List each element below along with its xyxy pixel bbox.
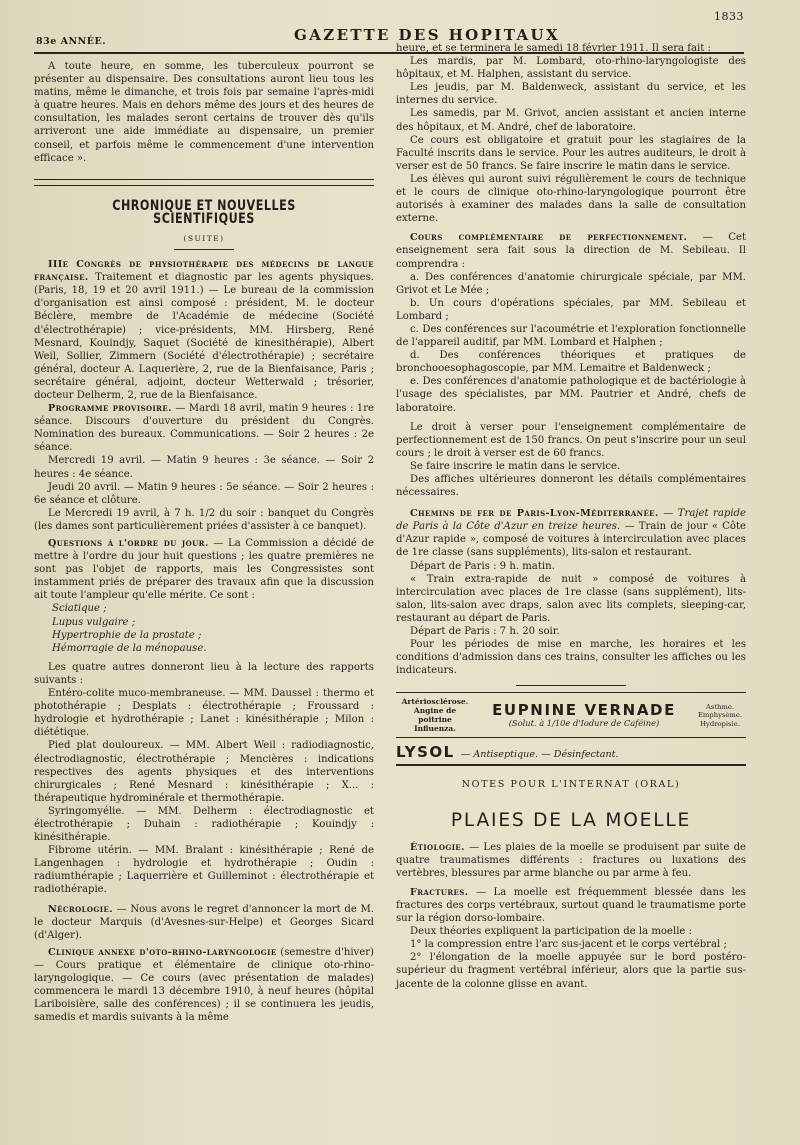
train-nuit-paragraph: « Train extra-rapide de nuit » composé de voitures à intercirculation avec places de 1re classe (sans supplément), lits-salon, lits-salon avec draps, salon avec lits complets, sleeping-car, restaurant au départ de Paris. [396,573,746,624]
questions-paragraph [34,537,374,602]
eupnine-advertisement [396,692,746,738]
chemins-text: — Train de jour « Côte d'Azur rapide », composé de voitures à intercirculation avec places de 1re classe (sans suppléments), lits-salon et restaurant. [396,521,747,559]
etiologie-paragraph [396,841,746,880]
chemins-heading: Chemins de fer de Paris-Lyon-Méditerranée. [410,508,659,520]
question-item: Lupus vulgaire ; [52,616,136,628]
chronique-title: CHRONIQUE ET NOUVELLES SCIENTIFIQUES [112,197,296,227]
congres-heading: IIIe Congrès de physiothérapie des médecins de langue française. [34,259,374,284]
cours-item-d: d. Des conférences théoriques et pratiques de bronchooesophagoscopie, par MM. Lemaitre et Baldenweck ; [396,350,746,375]
depart-nuit: Départ de Paris : 7 h. 20 soir. [410,626,560,638]
theorie-compression: 1° la compression entre l'arc sus-jacent et le corps vertébral ; [410,939,727,951]
fractures-text: — La moelle est fréquemment blessée dans les fractures des corps vertébraux, surtout quand le traumatisme porte sur la région dorso-lombaire. [396,886,746,925]
questions-text: — La Commission a décidé de mettre à l'ordre du jour huit questions ; les quatre premières ne sont pas l'objet de rapports, mais les Congressistes sont instamment priés de préparer des travaux afin que la discussion ait toute l'ampleur qu'elle mérite. Ce sont : [34,538,374,602]
necrologie-paragraph [34,903,374,942]
cours-item-b: b. Un cours d'opérations spéciales, par MM. Sebileau et Lombard ; [396,297,746,322]
page-number: 1833 [714,10,744,23]
clinique-heading: Clinique annexe d'oto-rhino-laryngologie [48,946,277,958]
jeudi-paragraph: Jeudi 20 avril. — Matin 9 heures : 5e séance. — Soir 2 heures : 6e séance et clôture. [34,481,374,506]
eleves-paragraph: Les élèves qui auront suivi régulièrement le cours de technique et le cours de clinique oto-rhino-laryngologique pourront être autorisés à examiner des malades dans la salle de consultation externe. [396,173,746,225]
cours-item-a: a. Des conférences d'anatomie chirurgicale spéciale, par MM. Grivot et Le Mée ; [396,271,746,296]
journal-title: GAZETTE DES HOPITAUX [294,26,561,44]
question-item: Hypertrophie de la prostate ; [52,629,202,641]
lysol-tagline: — Antiseptique. — Désinfectant. [460,749,619,761]
etiologie-heading: Étiologie. [410,841,465,853]
clinique-text: (semestre d'hiver) — Cours pratique et élémentaire de clinique oto-rhino-laryngologique. — Ce cours (avec présentation de malades) commencera le mardi 13 décembre 1910, à neuf heures (hôpital Lariboisière, salle des conférences) ; il se continuera les jeudis, samedis et mardis suivants à la même [34,946,374,1024]
question-item: Sciatique ; [52,603,107,615]
rapport-fibrome: Fibrome utérin. — MM. Bralant : kinésithérapie ; René de Langenhagen : hydrologie et hydrothérapie ; Oudin : radiumthérapie ; Laquerrière et Guilleminot : électrothérapie et radiothérapie. [34,845,374,896]
ad-indication: Influenza. [414,724,456,734]
programme-heading: Programme provisoire. [48,403,172,415]
necrologie-text: — Nous avons le regret d'annoncer la mort de M. le docteur Marquis (d'Avesnes-sur-Helpe) et Georges Sicard (d'Alger). [34,903,374,941]
etiologie-text: — Les plaies de la moelle se produisent par suite de quatre traumatismes différents : fractures ou luxations des vertèbres, blessures par arme blanche ou par arme à feu. [396,841,747,879]
question-item: Hémorragie de la ménopause. [52,642,207,654]
rapport-entero-colite: Entéro-colite muco-membraneuse. — MM. Daussel : thermo et photothérapie ; Desplats : électrothérapie ; Froussard : hydrologie et hydrothérapie ; Lanet : kinésithérapie ; Milon : diététique. [34,688,374,739]
fractures-heading: Fractures. [410,886,469,898]
ad-indication: Angine de poitrine [413,706,457,725]
jeudis-paragraph: Les jeudis, par M. Baldenweck, assistant du service, et les internes du service. [396,82,746,107]
ad-indication: Asthme. [705,702,735,711]
affiches-paragraph: Des affiches ultérieures donneront les détails complémentaires nécessaires. [396,474,746,499]
article-title: PLAIES DE LA MOELLE [450,809,692,831]
ad-indications-right [694,703,746,728]
rapport-syringomyelie: Syringomyélie. — MM. Delherm : électrodiagnostic et électrothérapie ; Duhain : radiothérapie ; Kouindjy : kinésithérapie. [34,805,374,844]
ad-indication: Emphysème. [697,711,743,720]
intro-paragraph: A toute heure, en somme, les tuberculeux pourront se présenter au dispensaire. Des consultations auront lieu tous les matins, même le dimanche, et trois fois par semaine l'après-midi à quatre heures. Mais en dehors même des jours et des heures de consultation, les malades seront certains de trouver dès qu'ils arriveront une aide immédiate au dispensaire, un premier conseil, et parfois même le commencement d'une intervention efficace ». [34,61,374,164]
programme-text: — Mardi 18 avril, matin 9 heures : 1re séance. Discours d'ouverture du président du Congrès. Nomination des bureaux. Communications. — Soir 2 heures : 2e séance. [34,403,374,454]
periodes-paragraph: Pour les périodes de mise en marche, les horaires et les conditions d'admission dans ces trains, consulter les affiches ou les indicateurs. [396,639,746,677]
clinique-continued: heure, et se terminera le samedi 18 février 1911. Il sera fait : [396,43,711,54]
droit-paragraph: Le droit à verser pour l'enseignement complémentaire de perfectionnement est de 150 francs. On peut s'inscrire pour un seul cours ; le droit à verser est de 60 francs. [396,421,746,459]
inscrire-paragraph: Se faire inscrire le matin dans le service. [410,460,621,472]
congres-text: Traitement et diagnostic par les agents physiques. (Paris, 18, 19 et 20 avril 1911.) — Le bureau de la commission d'organisation est ainsi composé : président, M. le docteur Béclère, membre de l'Académie de médecine (Société d'électrothérapie) ; vice-présidents, MM. Hirsberg, René Mesnard, Kouindjy, Saquet (Société de kinesithérapie), Albert Weil, Sollier, Zimmern (Société d'électrothérapie) ; secrétaire général, docteur A. Laquerière, 2, rue de la Bienfaisance, Paris ; secrétaire général, adjoint, docteur Wetterwald ; trésorier, docteur Delherm, 2, rue de la Bienfaisance. [34,272,374,401]
gratuit-paragraph: Ce cours est obligatoire et gratuit pour les stagiaires de la Faculté inscrits dans le service. Pour les autres auditeurs, le droit à verser est de 50 francs. Se faire inscrire le matin dans le service. [396,134,746,172]
rapport-pied-plat: Pied plat douloureux. — MM. Albert Weil : radiodiagnostic, électrodiagnostic, électrothérapie ; Mencières : indications respectives des agents physiques et des interventions chirurgicales ; René Mesnard : kinésithérapie ; X... : thérapeutique hydrominérale et thermothérapie. [34,740,374,804]
ad-indications-left [396,697,474,733]
theories-paragraph: Deux théories expliquent la participation de la moelle : [410,926,693,938]
suite-label: (SUITE) [183,233,225,243]
depart-jour: Départ de Paris : 9 h. matin. [410,560,555,572]
ad-indication: Hydropisie. [700,719,740,728]
banquet-paragraph: Le Mercredi 19 avril, à 7 h. 1/2 du soir : banquet du Congrès (les dames sont particulièrement priées d'assister à ce banquet). [34,507,374,532]
cours-item-c: c. Des conférences sur l'acoumétrie et l'exploration fonctionnelle de l'appareil auditif, par MM. Lombard et Halphen ; [396,323,746,349]
notes-title: NOTES POUR L'INTERNAT (ORAL) [461,779,681,791]
cours-text: — Cet enseignement sera fait sous la direction de M. Sebileau. Il comprendra : [396,232,746,270]
section-divider [34,179,374,186]
cours-heading: Cours complémentaire de perfectionnement. [410,232,688,244]
ad-brand-name: EUPNINE VERNADE [492,700,676,719]
left-column [34,60,374,1024]
chemins-italic: — Trajet rapide de Paris à la Côte d'Azur en treize heures. [396,508,746,533]
mercredi-paragraph: Mercredi 19 avril. — Matin 9 heures : 3e séance. — Soir 2 heures : 4e séance. [34,455,374,480]
year-label: 83e ANNÉE. [36,36,107,47]
lysol-advertisement [396,738,746,766]
cours-item-e: e. Des conférences d'anatomie pathologique et de bactériologie à l'usage des spécialistes, par MM. Pautrier et André, chefs de laboratoire. [396,376,746,414]
mardis-paragraph: Les mardis, par M. Lombard, oto-rhino-laryngologiste des hôpitaux, et M. Halphen, assistant du service. [396,56,746,81]
theorie-elongation: 2° l'élongation de la moelle appuyée sur le bord postéro-supérieur du fragment vertébral inférieur, alors que la partie sus-jacente de la colonne glisse en avant. [396,952,746,990]
ad-subtitle: (Solut. à 1/10e d'Iodure de Caféine) [508,717,660,728]
rapports-intro: Les quatre autres donneront lieu à la lecture des rapports suivants : [34,661,374,686]
questions-heading: Questions à l'ordre du jour. [48,538,209,549]
fractures-paragraph [396,886,746,925]
clinique-paragraph [34,946,374,1025]
ad-indication: Artériosclérose. [401,697,469,707]
right-column [396,42,746,991]
samedis-paragraph: Les samedis, par M. Grivot, ancien assistant et ancien interne des hôpitaux, et M. André, chef de laboratoire. [396,108,746,133]
chemins-paragraph [396,507,746,559]
ad-center [474,702,694,729]
congres-paragraph [34,258,374,402]
cours-paragraph [396,231,746,270]
programme-paragraph [34,402,374,454]
lysol-brand: LYSOL [396,743,455,762]
questions-list [34,602,374,654]
necrologie-heading: Nécrologie. [48,903,113,915]
